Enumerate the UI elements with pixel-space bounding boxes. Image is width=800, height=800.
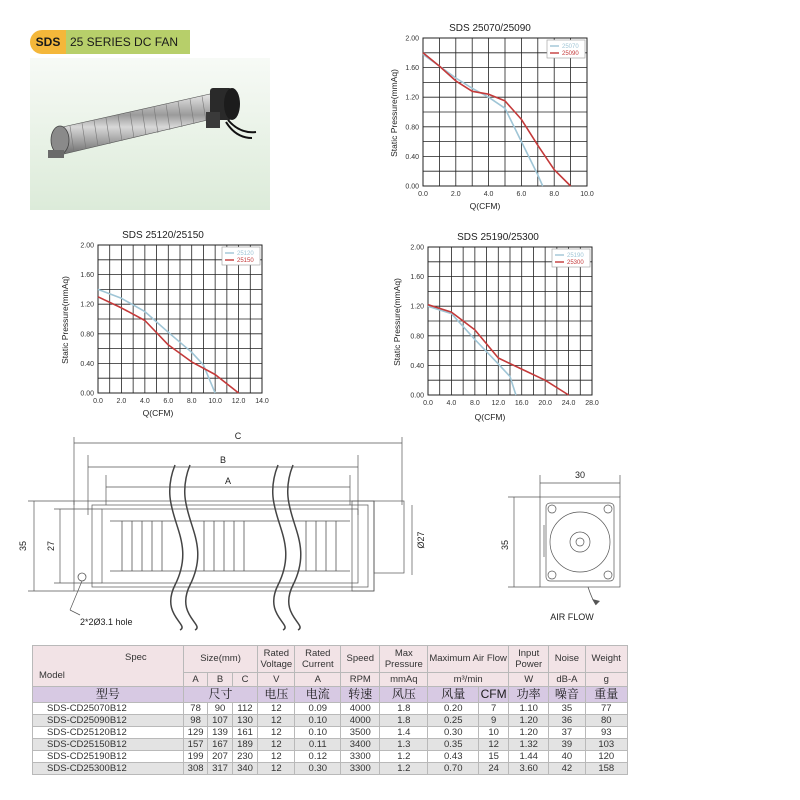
cell-i: 0.30 [295, 763, 341, 775]
table-row [33, 739, 628, 751]
unit-v: V [258, 672, 295, 686]
side-view-drawing [10, 425, 480, 635]
plot-area [410, 245, 599, 408]
unit-dba: dB-A [549, 672, 585, 686]
hole-note: 2*2Ø3.1 hole [80, 617, 133, 627]
x-tick-label: 4.0 [139, 398, 150, 405]
cell-db: 40 [549, 751, 585, 763]
y-tick-label: 0.40 [80, 360, 94, 368]
cell-w: 1.44 [509, 751, 549, 763]
y-tick-label: 1.60 [410, 274, 424, 282]
series-title: 25 SERIES DC FAN [66, 30, 190, 54]
y-tick-label: 1.20 [405, 94, 419, 102]
x-tick-label: 0.0 [93, 398, 103, 405]
table-row [33, 727, 628, 739]
x-tick-label: 4.0 [483, 191, 494, 198]
dim-a: A [224, 476, 232, 486]
dim-27-left: 27 [46, 540, 56, 552]
y-axis-label: Static Pressure(mmAq) [392, 278, 402, 366]
legend-label: 25120 [237, 251, 254, 258]
x-tick-label: 4.0 [446, 400, 457, 407]
cell-b: 317 [208, 763, 232, 775]
header-model: Model [39, 670, 65, 681]
cell-model: SDS-CD25300B12 [33, 763, 184, 775]
chart-title: SDS 25120/25150 [122, 230, 204, 241]
cell-db: 37 [549, 727, 585, 739]
y-tick-label: 2.00 [80, 242, 94, 250]
cell-b: 90 [208, 703, 232, 715]
cell-a: 129 [183, 727, 207, 739]
x-axis-label: Q(CFM) [474, 412, 506, 422]
cell-c: 340 [232, 763, 258, 775]
dim-c: C [234, 431, 242, 441]
legend-label: 25090 [562, 51, 579, 58]
cell-v: 12 [258, 727, 295, 739]
cn-size: 尺寸 [183, 687, 257, 703]
y-axis-label: Static Pressure(mmAq) [60, 276, 70, 364]
cell-w: 3.60 [509, 763, 549, 775]
cell-v: 12 [258, 751, 295, 763]
cell-db: 42 [549, 763, 585, 775]
cell-v: 12 [258, 763, 295, 775]
brand-logo: SDS [30, 30, 66, 54]
y-tick-label: 1.20 [80, 301, 94, 309]
cn-power: 功率 [509, 687, 549, 703]
x-tick-label: 24.0 [561, 400, 576, 407]
cn-current: 电流 [295, 687, 341, 703]
x-tick-label: 12.0 [491, 400, 506, 407]
cell-a: 157 [183, 739, 207, 751]
header-rated-voltage: Rated Voltage [258, 646, 295, 673]
header-max-pressure: Max Pressure [380, 646, 428, 673]
x-tick-label: 8.0 [186, 398, 197, 405]
legend-label: 25190 [567, 253, 584, 260]
header-size: Size(mm) [183, 646, 257, 673]
y-tick-label: 0.80 [80, 331, 94, 339]
cell-i: 0.12 [295, 751, 341, 763]
table-row [33, 763, 628, 775]
y-tick-label: 0.00 [80, 390, 94, 398]
cell-b: 107 [208, 715, 232, 727]
unit-w: W [509, 672, 549, 686]
end-view-drawing [500, 465, 640, 635]
cell-p: 1.8 [380, 715, 428, 727]
cn-pressure: 风压 [380, 687, 428, 703]
cell-model: SDS-CD25190B12 [33, 751, 184, 763]
chart-25190-25300 [390, 227, 610, 427]
x-tick-label: 8.0 [549, 191, 560, 198]
unit-mmaq: mmAq [380, 672, 428, 686]
cell-g: 120 [585, 751, 628, 763]
cell-rpm: 3500 [341, 727, 380, 739]
cell-rpm: 4000 [341, 703, 380, 715]
cell-rpm: 3400 [341, 739, 380, 751]
y-axis-label: Static Pressure(mmAq) [389, 69, 399, 157]
x-tick-label: 0.0 [418, 191, 428, 198]
x-tick-label: 16.0 [514, 400, 529, 407]
y-tick-label: 1.60 [80, 272, 94, 280]
y-tick-label: 1.60 [405, 65, 419, 73]
cell-m3: 0.30 [428, 727, 479, 739]
x-tick-label: 28.0 [585, 400, 599, 407]
unit-a: A [183, 672, 207, 686]
cell-model: SDS-CD25120B12 [33, 727, 184, 739]
y-tick-label: 2.00 [405, 35, 419, 43]
legend-label: 25070 [562, 44, 579, 51]
cell-g: 80 [585, 715, 628, 727]
dim-35-right: 35 [500, 539, 510, 551]
dim-dia27: Ø27 [416, 531, 426, 549]
x-tick-label: 6.0 [163, 398, 174, 405]
product-photo [30, 58, 270, 210]
cell-i: 0.11 [295, 739, 341, 751]
cell-m3: 0.70 [428, 763, 479, 775]
cell-v: 12 [258, 739, 295, 751]
chart-25070-25090 [385, 18, 605, 218]
y-tick-label: 0.00 [405, 183, 419, 191]
unit-rpm: RPM [341, 672, 380, 686]
cell-m3: 0.25 [428, 715, 479, 727]
unit-m3: m³/min [428, 672, 509, 686]
cell-b: 139 [208, 727, 232, 739]
y-tick-label: 0.80 [410, 333, 424, 341]
cell-db: 35 [549, 703, 585, 715]
cell-a: 308 [183, 763, 207, 775]
cell-p: 1.4 [380, 727, 428, 739]
header-spec: Spec [125, 652, 147, 663]
x-tick-label: 8.0 [469, 400, 480, 407]
cell-p: 1.2 [380, 763, 428, 775]
x-axis-label: Q(CFM) [142, 408, 174, 418]
cell-a: 199 [183, 751, 207, 763]
x-tick-label: 14.0 [255, 398, 269, 405]
cell-c: 161 [232, 727, 258, 739]
cn-weight: 重量 [585, 687, 628, 703]
header-noise: Noise [549, 646, 585, 673]
series-badge [30, 30, 190, 54]
x-tick-label: 10.0 [580, 191, 594, 198]
cell-c: 189 [232, 739, 258, 751]
cell-db: 39 [549, 739, 585, 751]
header-input-power: Input Power [509, 646, 549, 673]
cell-g: 158 [585, 763, 628, 775]
y-tick-label: 2.00 [410, 244, 424, 252]
cell-rpm: 4000 [341, 715, 380, 727]
spec-table [32, 645, 628, 775]
header-weight: Weight [585, 646, 628, 673]
chart-title: SDS 25070/25090 [449, 23, 531, 34]
cell-g: 93 [585, 727, 628, 739]
x-tick-label: 0.0 [423, 400, 433, 407]
cell-rpm: 3300 [341, 763, 380, 775]
cell-v: 12 [258, 703, 295, 715]
chart-title: SDS 25190/25300 [457, 232, 539, 243]
cell-c: 112 [232, 703, 258, 715]
plot-area [405, 36, 594, 199]
cn-airflow: 风量 [428, 687, 479, 703]
x-tick-label: 20.0 [538, 400, 552, 407]
x-tick-label: 6.0 [516, 191, 527, 198]
cell-cfm: 9 [479, 715, 509, 727]
air-flow-label: AIR FLOW [550, 612, 594, 622]
cell-m3: 0.35 [428, 739, 479, 751]
plot-area [80, 243, 269, 406]
y-tick-label: 0.80 [405, 124, 419, 132]
cell-db: 36 [549, 715, 585, 727]
cell-cfm: 7 [479, 703, 509, 715]
unit-amp: A [295, 672, 341, 686]
table-row [33, 751, 628, 763]
cell-m3: 0.43 [428, 751, 479, 763]
dim-35-left: 35 [18, 540, 28, 552]
chart-25120-25150 [60, 225, 280, 425]
cell-cfm: 15 [479, 751, 509, 763]
y-tick-label: 0.40 [405, 153, 419, 161]
dim-30: 30 [574, 470, 586, 480]
spec-table-body [33, 703, 628, 775]
cell-g: 77 [585, 703, 628, 715]
x-tick-label: 2.0 [116, 398, 127, 405]
cn-model: 型号 [33, 687, 184, 703]
x-tick-label: 12.0 [231, 398, 246, 405]
cell-c: 230 [232, 751, 258, 763]
cell-w: 1.20 [509, 715, 549, 727]
cell-cfm: 24 [479, 763, 509, 775]
table-row [33, 703, 628, 715]
cell-b: 207 [208, 751, 232, 763]
cell-i: 0.09 [295, 703, 341, 715]
cell-model: SDS-CD25150B12 [33, 739, 184, 751]
cell-p: 1.2 [380, 751, 428, 763]
cross-flow-fan-image [30, 58, 270, 210]
cell-cfm: 10 [479, 727, 509, 739]
cell-w: 1.32 [509, 739, 549, 751]
cell-i: 0.10 [295, 715, 341, 727]
y-tick-label: 0.00 [410, 392, 424, 400]
cn-cfm: CFM [480, 687, 507, 701]
cell-p: 1.3 [380, 739, 428, 751]
table-row [33, 715, 628, 727]
cell-v: 12 [258, 715, 295, 727]
x-axis-label: Q(CFM) [469, 201, 501, 211]
unit-c: C [232, 672, 258, 686]
dim-b: B [219, 455, 227, 465]
cell-a: 98 [183, 715, 207, 727]
cell-i: 0.10 [295, 727, 341, 739]
cell-w: 1.10 [509, 703, 549, 715]
cell-p: 1.8 [380, 703, 428, 715]
y-tick-label: 1.20 [410, 303, 424, 311]
header-rated-current: Rated Current [295, 646, 341, 673]
cell-m3: 0.20 [428, 703, 479, 715]
unit-b: B [208, 672, 232, 686]
cn-voltage: 电压 [258, 687, 295, 703]
y-tick-label: 0.40 [410, 362, 424, 370]
cn-speed: 转速 [341, 687, 380, 703]
cell-g: 103 [585, 739, 628, 751]
cell-a: 78 [183, 703, 207, 715]
legend-label: 25300 [567, 260, 584, 267]
cell-cfm: 12 [479, 739, 509, 751]
spec-model-header [33, 646, 184, 687]
header-max-airflow: Maximum Air Flow [428, 646, 509, 673]
legend-label: 25150 [237, 258, 254, 265]
cell-w: 1.20 [509, 727, 549, 739]
x-tick-label: 10.0 [208, 398, 222, 405]
cell-rpm: 3300 [341, 751, 380, 763]
cell-model: SDS-CD25070B12 [33, 703, 184, 715]
unit-g: g [585, 672, 628, 686]
cell-model: SDS-CD25090B12 [33, 715, 184, 727]
header-speed: Speed [341, 646, 380, 673]
cell-c: 130 [232, 715, 258, 727]
cn-noise: 噪音 [549, 687, 585, 703]
cell-b: 167 [208, 739, 232, 751]
x-tick-label: 2.0 [450, 191, 461, 198]
